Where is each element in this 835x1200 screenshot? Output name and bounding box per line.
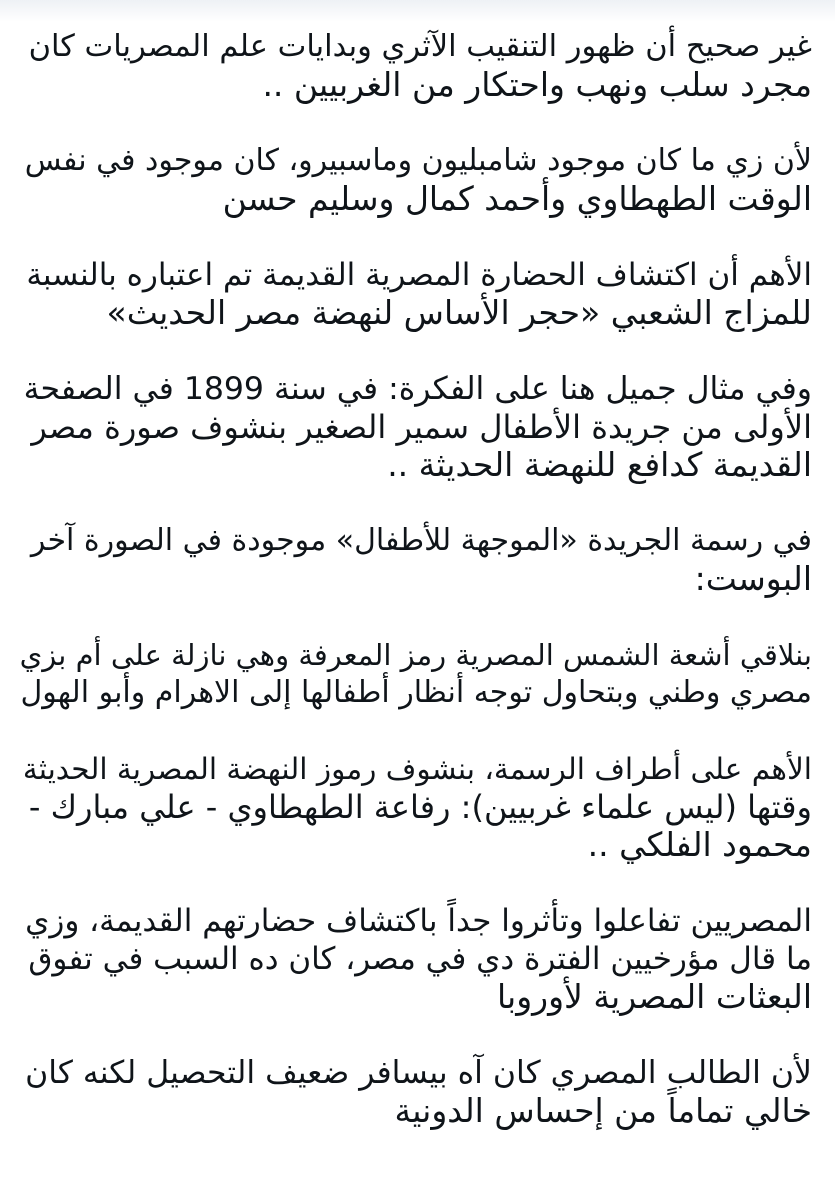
text-line: محمود الفلكي .. [587, 825, 812, 864]
text-line: القديمة كدافع للنهضة الحديثة .. [387, 445, 812, 484]
text-line: وفي مثال جميل هنا على الفكرة: في سنة 1899 في الصفحة [23, 371, 812, 407]
paragraph [20, 142, 812, 218]
text-line: الوقت الطهطاوي وأحمد كمال وسليم حسن [222, 179, 812, 218]
text-line: لأن الطالب المصري كان آه بيسافر ضعيف التحصيل لكنه كان [25, 1055, 812, 1091]
top-strip [0, 0, 835, 22]
text-line: البوست: [694, 559, 812, 598]
paragraph [20, 902, 812, 1016]
paragraph [20, 522, 812, 598]
text-line: للمزاج الشعبي «حجر الأساس لنهضة مصر الحديث» [106, 293, 812, 332]
text-line: الأولى من جريدة الأطفال سمير الصغير بنشوف صورة مصر [31, 408, 812, 446]
paragraph [20, 750, 812, 864]
text-line: غير صحيح أن ظهور التنقيب الآثري وبدايات علم المصريات كان [28, 29, 812, 64]
text-line: في رسمة الجريدة «الموجهة للأطفال» موجودة في الصورة آخر [30, 523, 812, 558]
paragraph [20, 370, 812, 484]
text-line: الأهم على أطراف الرسمة، بنشوف رموز النهضة المصرية الحديثة [22, 752, 812, 786]
paragraph [20, 256, 812, 332]
text-line: المصريين تفاعلوا وتأثروا جداً باكتشاف حضارتهم القديمة، وزي [25, 903, 812, 939]
text-line: البعثات المصرية لأوروبا [496, 977, 812, 1016]
text-line: خالي تماماً من إحساس الدونية [394, 1091, 812, 1130]
paragraph [20, 1054, 812, 1130]
post-body [20, 28, 812, 1168]
paragraph [20, 636, 812, 712]
text-line: لأن زي ما كان موجود شامبليون وماسبيرو، كان موجود في نفس [24, 143, 812, 178]
text-line: ما قال مؤرخيين الفترة دي في مصر، كان ده السبب في تفوق [28, 941, 812, 977]
text-line: الأهم أن اكتشاف الحضارة المصرية القديمة تم اعتباره بالنسبة [26, 257, 812, 293]
paragraph [20, 28, 812, 104]
text-line: مجرد سلب ونهب واحتكار من الغربيين .. [262, 65, 812, 104]
text-line: مصري وطني وبتحاول توجه أنظار أطفالها إلى الاهرام وأبو الهول [20, 675, 812, 710]
text-line: وقتها (ليس علماء غربيين): رفاعة الطهطاوي - علي مبارك - [28, 788, 812, 826]
text-line: بنلاقي أشعة الشمس المصرية رمز المعرفة وهي نازلة على أم بزي [19, 638, 812, 672]
